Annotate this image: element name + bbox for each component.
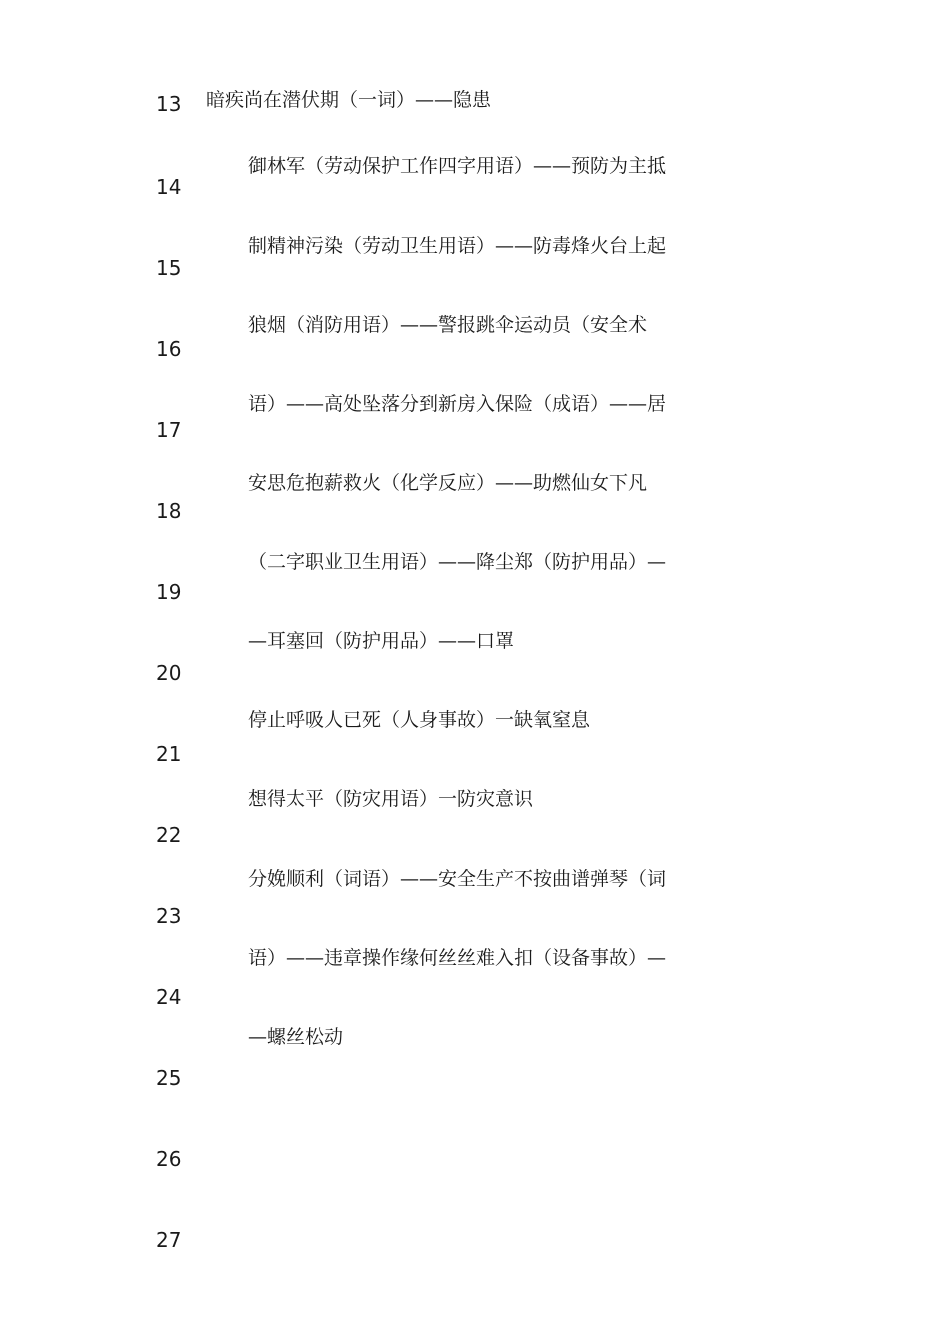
text-line: 想得太平（防灾用语）一防灾意识	[248, 788, 534, 810]
line-number: 15	[156, 256, 182, 280]
line-number: 17	[156, 418, 182, 442]
line-number: 26	[156, 1147, 182, 1171]
line-number: 16	[156, 337, 182, 361]
line-number: 18	[156, 499, 182, 523]
text-line: 语）——高处坠落分到新房入保险（成语）——居	[248, 393, 667, 415]
line-number: 13	[156, 92, 182, 116]
text-line: （二字职业卫生用语）——降尘郑（防护用品）—	[248, 551, 667, 573]
text-line: 停止呼吸人已死（人身事故）一缺氧窒息	[248, 709, 591, 731]
line-number: 21	[156, 742, 182, 766]
text-line: —螺丝松动	[248, 1026, 344, 1048]
text-line: —耳塞回（防护用品）——口罩	[248, 630, 515, 652]
line-number: 14	[156, 175, 182, 199]
text-line: 暗疾尚在潜伏期（一词）——隐患	[206, 89, 492, 111]
line-number: 23	[156, 904, 182, 928]
text-line: 语）——违章操作缘何丝丝难入扣（设备事故）—	[248, 947, 667, 969]
text-line: 御林军（劳动保护工作四字用语）——预防为主抵	[248, 155, 667, 177]
line-number: 27	[156, 1228, 182, 1252]
line-number: 25	[156, 1066, 182, 1090]
text-line: 制精神污染（劳动卫生用语）——防毒烽火台上起	[248, 235, 667, 257]
line-number: 24	[156, 985, 182, 1009]
text-line: 分娩顺利（词语）——安全生产不按曲谱弹琴（词	[248, 868, 667, 890]
text-line: 安思危抱薪救火（化学反应）——助燃仙女下凡	[248, 472, 648, 494]
line-number: 22	[156, 823, 182, 847]
line-number: 20	[156, 661, 182, 685]
line-number: 19	[156, 580, 182, 604]
text-line: 狼烟（消防用语）——警报跳伞运动员（安全术	[248, 314, 648, 336]
